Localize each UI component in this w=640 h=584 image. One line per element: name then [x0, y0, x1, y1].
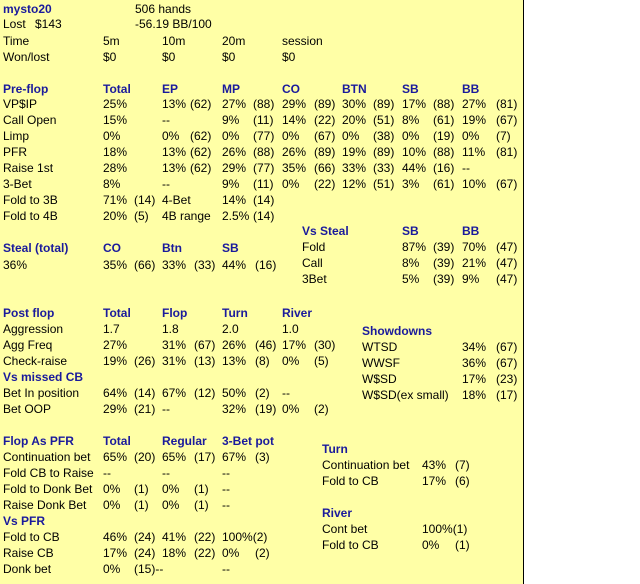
preflop-cell: 27%: [222, 97, 247, 111]
postflop-cell: (26): [134, 354, 156, 368]
postflop-header: Flop: [162, 306, 188, 320]
preflop-cell: 17%: [402, 97, 427, 111]
flop-pfr-cell: --: [222, 466, 230, 480]
vs-pfr-cell: (22): [194, 546, 216, 560]
won-lost-value: $0: [103, 50, 117, 64]
preflop-cell: 29%: [222, 161, 247, 175]
turn-count: (6): [455, 474, 470, 488]
preflop-cell: (88): [433, 145, 455, 159]
lost-value: $143: [35, 17, 62, 31]
vs-pfr-cell: (15)--: [134, 562, 164, 576]
missed-cb-cell: --: [162, 402, 170, 416]
flop-pfr-cell: (3): [255, 450, 270, 464]
steal-title: Steal (total): [3, 241, 69, 255]
preflop-row-label: Fold to 3B: [3, 193, 58, 207]
preflop-cell: 0%: [103, 129, 121, 143]
preflop-cell: (51): [373, 113, 395, 127]
preflop-cell: (62): [190, 129, 212, 143]
steal-header: CO: [103, 241, 121, 255]
time-col-label: 10m: [162, 34, 186, 48]
preflop-cell: (19): [433, 129, 455, 143]
flop-pfr-cell: 65%: [162, 450, 187, 464]
flop-pfr-title: Flop As PFR: [3, 434, 74, 448]
preflop-cell: 19%: [342, 145, 367, 159]
won-lost-label: Won/lost: [3, 50, 50, 64]
preflop-count: (5): [134, 209, 149, 223]
showdown-count: (67): [496, 356, 518, 370]
preflop-cell: (88): [253, 145, 275, 159]
flop-pfr-row-label: Raise Donk Bet: [3, 498, 87, 512]
flop-pfr-header: Total: [103, 434, 131, 448]
preflop-header: CO: [282, 82, 300, 96]
vs-steal-cell: (47): [496, 240, 518, 254]
missed-cb-cell: 50%: [222, 386, 247, 400]
preflop-cell: (62): [190, 161, 212, 175]
preflop-cell: --: [162, 177, 170, 191]
vs-steal-cell: (39): [433, 256, 455, 270]
vs-pfr-row-label: Fold to CB: [3, 530, 60, 544]
won-lost-value: $0: [282, 50, 296, 64]
vs-pfr-cell: (24): [134, 546, 156, 560]
postflop-cell: 27%: [103, 338, 128, 352]
turn-value: 17%: [422, 474, 447, 488]
vs-pfr-row-label: Raise CB: [3, 546, 54, 560]
flop-pfr-row-label: Fold to Donk Bet: [3, 482, 93, 496]
preflop-cell: 0%: [402, 129, 420, 143]
won-lost-value: $0: [222, 50, 236, 64]
preflop-row-label: Call Open: [3, 113, 57, 127]
flop-pfr-cell: 65%: [103, 450, 128, 464]
flop-pfr-cell: --: [222, 498, 230, 512]
preflop-cell: (89): [314, 97, 336, 111]
missed-cb-cell: 64%: [103, 386, 128, 400]
vs-pfr-cell: (24): [134, 530, 156, 544]
river-value: 0%: [422, 538, 440, 552]
preflop-cell: 19%: [462, 113, 487, 127]
river-count: (1): [455, 538, 470, 552]
preflop-cell: (33): [373, 161, 395, 175]
time-col-label: session: [282, 34, 323, 48]
preflop-cell: 9%: [222, 113, 240, 127]
vs-steal-cell: 87%: [402, 240, 427, 254]
missed-cb-cell: 32%: [222, 402, 247, 416]
preflop-header: BTN: [342, 82, 367, 96]
vs-pfr-cell: 17%: [103, 546, 128, 560]
preflop-cell: (88): [433, 97, 455, 111]
flop-pfr-cell: (1): [194, 482, 209, 496]
preflop-cell: (38): [373, 129, 395, 143]
vs-steal-cell: 5%: [402, 272, 420, 286]
showdown-count: (67): [496, 340, 518, 354]
vs-steal-header: SB: [402, 224, 419, 238]
showdown-count: (17): [496, 388, 518, 402]
time-col-label: 5m: [103, 34, 120, 48]
flop-pfr-cell: 67%: [222, 450, 247, 464]
missed-cb-cell: (19): [255, 402, 277, 416]
preflop-header: MP: [222, 82, 240, 96]
preflop-cell: (62): [190, 97, 212, 111]
preflop-cell: (67): [496, 177, 518, 191]
preflop-cell: (89): [373, 97, 395, 111]
preflop-count: (14): [253, 209, 275, 223]
preflop-cell: (22): [314, 113, 336, 127]
vs-steal-row-label: Call: [302, 256, 323, 270]
showdown-value: 34%: [462, 340, 487, 354]
preflop-value: 20%: [103, 209, 128, 223]
vs-pfr-cell: 41%: [162, 530, 187, 544]
preflop-cell: 0%: [462, 129, 480, 143]
postflop-cell: (8): [255, 354, 270, 368]
preflop-cell: --: [462, 161, 470, 175]
showdown-label: W$SD: [362, 372, 397, 386]
postflop-cell: (46): [255, 338, 277, 352]
preflop-cell: 33%: [342, 161, 367, 175]
vs-pfr-title: Vs PFR: [3, 514, 46, 528]
postflop-cell: 2.0: [222, 322, 239, 336]
postflop-row-label: Check-raise: [3, 354, 68, 368]
postflop-cell: 13%: [222, 354, 247, 368]
turn-count: (7): [455, 458, 470, 472]
postflop-cell: 1.0: [282, 322, 299, 336]
preflop-row-label: 4-Bet: [162, 193, 191, 207]
preflop-cell: 20%: [342, 113, 367, 127]
time-col-label: 20m: [222, 34, 246, 48]
flop-pfr-cell: 0%: [162, 498, 180, 512]
flop-pfr-cell: --: [103, 466, 111, 480]
turn-row-label: Continuation bet: [322, 458, 410, 472]
preflop-cell: 8%: [402, 113, 420, 127]
preflop-cell: 29%: [282, 97, 307, 111]
flop-pfr-cell: 0%: [103, 482, 121, 496]
preflop-header: SB: [402, 82, 419, 96]
river-row-label: Cont bet: [322, 522, 368, 536]
vs-steal-title: Vs Steal: [302, 224, 349, 238]
preflop-cell: (81): [496, 145, 518, 159]
preflop-cell: 10%: [402, 145, 427, 159]
vs-steal-cell: 9%: [462, 272, 480, 286]
steal-cell: 44%: [222, 258, 247, 272]
flop-pfr-cell: (1): [134, 498, 149, 512]
vs-pfr-cell: (22): [194, 530, 216, 544]
preflop-title: Pre-flop: [3, 82, 49, 96]
flop-pfr-row-label: Continuation bet: [3, 450, 91, 464]
turn-value: 43%: [422, 458, 447, 472]
lost-label: Lost: [3, 17, 26, 31]
steal-total: 36%: [3, 258, 28, 272]
postflop-cell: 31%: [162, 354, 187, 368]
preflop-row-label: Limp: [3, 129, 30, 143]
flop-pfr-cell: (1): [194, 498, 209, 512]
preflop-count: (14): [134, 193, 156, 207]
preflop-row-label: VP$IP: [3, 97, 38, 111]
preflop-row-label: 4B range: [162, 209, 211, 223]
vs-pfr-cell: 18%: [162, 546, 187, 560]
showdown-count: (23): [496, 372, 518, 386]
preflop-cell: (51): [373, 177, 395, 191]
preflop-cell: (61): [433, 177, 455, 191]
preflop-cell: (67): [496, 113, 518, 127]
preflop-cell: (81): [496, 97, 518, 111]
vs-steal-cell: (47): [496, 256, 518, 270]
vs-pfr-cell: 0%: [103, 562, 121, 576]
missed-cb-cell: 67%: [162, 386, 187, 400]
missed-cb-cell: --: [282, 386, 290, 400]
vs-steal-cell: 21%: [462, 256, 487, 270]
preflop-cell: 30%: [342, 97, 367, 111]
preflop-cell: 3%: [402, 177, 420, 191]
preflop-row-label: 3-Bet: [3, 177, 32, 191]
steal-cell: (33): [194, 258, 216, 272]
preflop-cell: 0%: [222, 129, 240, 143]
missed-cb-cell: (2): [314, 402, 329, 416]
preflop-row-label: Fold to 4B: [3, 209, 58, 223]
flop-pfr-cell: 0%: [162, 482, 180, 496]
preflop-value: 2.5%: [222, 209, 250, 223]
turn-title: Turn: [322, 442, 348, 456]
preflop-cell: 15%: [103, 113, 128, 127]
turn-row-label: Fold to CB: [322, 474, 379, 488]
postflop-cell: (67): [194, 338, 216, 352]
preflop-cell: (66): [314, 161, 336, 175]
flop-pfr-cell: (20): [134, 450, 156, 464]
steal-header: SB: [222, 241, 239, 255]
preflop-cell: 9%: [222, 177, 240, 191]
steal-cell: 33%: [162, 258, 187, 272]
preflop-cell: 44%: [402, 161, 427, 175]
postflop-row-label: Aggression: [3, 322, 64, 336]
vs-pfr-cell: --: [222, 562, 230, 576]
preflop-cell: 25%: [103, 97, 128, 111]
postflop-row-label: Agg Freq: [3, 338, 53, 352]
missed-cb-cell: (14): [134, 386, 156, 400]
steal-cell: 35%: [103, 258, 128, 272]
vs-steal-row-label: Fold: [302, 240, 326, 254]
postflop-cell: (30): [314, 338, 336, 352]
missed-cb-cell: (12): [194, 386, 216, 400]
river-row-label: Fold to CB: [322, 538, 379, 552]
preflop-cell: 14%: [282, 113, 307, 127]
preflop-cell: 13%: [162, 145, 187, 159]
flop-pfr-cell: (17): [194, 450, 216, 464]
player-name: mysto20: [3, 2, 52, 16]
postflop-header: Turn: [222, 306, 248, 320]
preflop-row-label: Raise 1st: [3, 161, 54, 175]
preflop-header: Total: [103, 82, 131, 96]
preflop-cell: 28%: [103, 161, 128, 175]
missed-cb-row-label: Bet In position: [3, 386, 80, 400]
preflop-count: (14): [253, 193, 275, 207]
showdown-label: WTSD: [362, 340, 398, 354]
steal-header: Btn: [162, 241, 182, 255]
preflop-cell: --: [162, 113, 170, 127]
vs-pfr-cell: 46%: [103, 530, 128, 544]
flop-pfr-cell: --: [162, 466, 170, 480]
preflop-cell: (77): [253, 161, 275, 175]
preflop-value: 71%: [103, 193, 128, 207]
vs-steal-cell: (47): [496, 272, 518, 286]
preflop-cell: (11): [253, 113, 274, 127]
missed-cb-cell: (2): [255, 386, 270, 400]
postflop-cell: 1.7: [103, 322, 120, 336]
preflop-cell: (11): [253, 177, 274, 191]
preflop-cell: (16): [433, 161, 455, 175]
flop-pfr-header: 3-Bet pot: [222, 434, 274, 448]
showdown-label: W$SD(ex small): [362, 388, 449, 402]
vs-steal-cell: 70%: [462, 240, 487, 254]
preflop-cell: 10%: [462, 177, 487, 191]
preflop-cell: (89): [314, 145, 336, 159]
showdown-label: WWSF: [362, 356, 400, 370]
vs-steal-cell: (39): [433, 240, 455, 254]
preflop-cell: 27%: [462, 97, 487, 111]
vs-pfr-cell: 100%(2): [222, 530, 268, 544]
postflop-cell: 19%: [103, 354, 128, 368]
preflop-cell: 0%: [282, 177, 300, 191]
postflop-header: River: [282, 306, 313, 320]
preflop-value: 14%: [222, 193, 247, 207]
preflop-cell: (89): [373, 145, 395, 159]
preflop-cell: (7): [496, 129, 511, 143]
vs-pfr-row-label: Donk bet: [3, 562, 52, 576]
vs-missed-cb-title: Vs missed CB: [3, 370, 84, 384]
steal-cell: (66): [134, 258, 156, 272]
preflop-cell: 26%: [282, 145, 307, 159]
vs-pfr-cell: (2): [255, 546, 270, 560]
postflop-cell: 0%: [282, 354, 300, 368]
preflop-row-label: PFR: [3, 145, 27, 159]
bb100-value: -56.19 BB/100: [135, 17, 212, 31]
river-value: 100%(1): [422, 522, 468, 536]
river-title: River: [322, 506, 353, 520]
missed-cb-row-label: Bet OOP: [3, 402, 52, 416]
postflop-cell: 26%: [222, 338, 247, 352]
preflop-cell: (62): [190, 145, 212, 159]
won-lost-value: $0: [162, 50, 176, 64]
postflop-cell: 31%: [162, 338, 187, 352]
flop-pfr-cell: 0%: [103, 498, 121, 512]
steal-cell: (16): [255, 258, 277, 272]
showdown-value: 17%: [462, 372, 487, 386]
preflop-cell: (88): [253, 97, 275, 111]
showdowns-title: Showdowns: [362, 324, 432, 338]
hands-count: 506 hands: [135, 2, 192, 16]
preflop-cell: 13%: [162, 97, 187, 111]
postflop-cell: (5): [314, 354, 329, 368]
preflop-cell: 0%: [282, 129, 300, 143]
flop-pfr-header: Regular: [162, 434, 207, 448]
preflop-cell: (67): [314, 129, 336, 143]
preflop-cell: 12%: [342, 177, 367, 191]
vs-steal-row-label: 3Bet: [302, 272, 327, 286]
preflop-cell: (61): [433, 113, 455, 127]
preflop-cell: 11%: [462, 145, 486, 159]
postflop-cell: (13): [194, 354, 216, 368]
flop-pfr-cell: (1): [134, 482, 149, 496]
preflop-cell: 0%: [342, 129, 360, 143]
missed-cb-cell: 29%: [103, 402, 128, 416]
vs-steal-header: BB: [462, 224, 480, 238]
vs-steal-cell: 8%: [402, 256, 420, 270]
preflop-header: EP: [162, 82, 179, 96]
postflop-cell: 1.8: [162, 322, 179, 336]
preflop-header: BB: [462, 82, 480, 96]
vs-steal-cell: (39): [433, 272, 455, 286]
preflop-cell: 18%: [103, 145, 128, 159]
postflop-header: Total: [103, 306, 131, 320]
flop-pfr-cell: --: [222, 482, 230, 496]
preflop-cell: 8%: [103, 177, 121, 191]
preflop-cell: 13%: [162, 161, 187, 175]
postflop-cell: 17%: [282, 338, 307, 352]
postflop-title: Post flop: [3, 306, 55, 320]
missed-cb-cell: (21): [134, 402, 156, 416]
vs-pfr-cell: 0%: [222, 546, 240, 560]
showdown-value: 36%: [462, 356, 487, 370]
preflop-cell: (22): [314, 177, 336, 191]
flop-pfr-row-label: Fold CB to Raise: [3, 466, 94, 480]
showdown-value: 18%: [462, 388, 487, 402]
missed-cb-cell: 0%: [282, 402, 300, 416]
preflop-cell: (77): [253, 129, 275, 143]
preflop-cell: 35%: [282, 161, 307, 175]
time-label: Time: [3, 34, 30, 48]
preflop-cell: 26%: [222, 145, 247, 159]
preflop-cell: 0%: [162, 129, 180, 143]
